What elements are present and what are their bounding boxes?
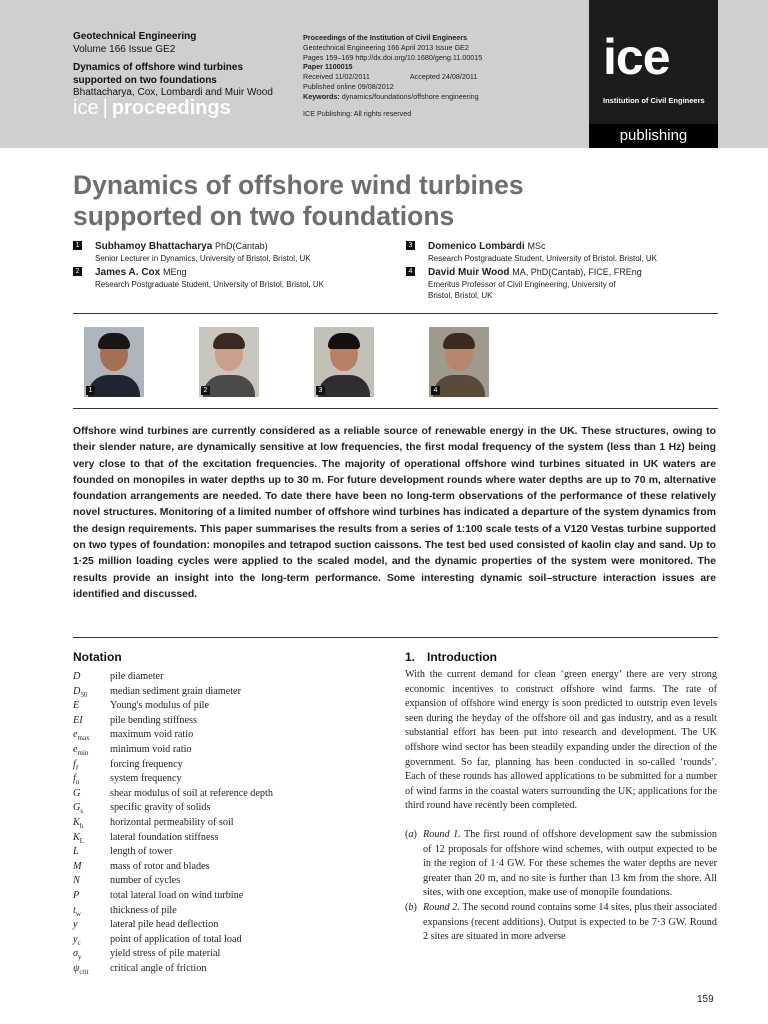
proc-pages: Pages 159–169 http://dx.doi.org/10.1680/geng.11.00015 <box>303 52 483 62</box>
author-affiliation: Research Postgraduate Student, University of Bristol, Bristol, UK <box>95 280 324 289</box>
author-number-badge: 1 <box>73 241 82 250</box>
symbol-subscript: c <box>77 938 81 947</box>
symbol-subscript: y <box>78 953 82 962</box>
symbol-main: e <box>73 743 78 755</box>
author-4 <box>408 266 718 301</box>
photo-hair <box>213 333 245 349</box>
symbol-main: N <box>73 875 80 887</box>
symbol-main: E <box>73 700 80 712</box>
notation-row <box>73 714 393 729</box>
notation-row <box>73 670 393 685</box>
photo-body <box>88 375 140 397</box>
proc-issue: Geotechnical Engineering 166 April 2013 Issue GE2 <box>303 42 469 52</box>
notation-definition: shear modulus of soil at reference depth <box>110 787 273 799</box>
notation-row <box>73 947 393 962</box>
notation-definition: total lateral load on wind turbine <box>110 889 244 901</box>
author-degree: MA, PhD(Cantab), FICE, FREng <box>512 267 642 277</box>
short-authors: Bhattacharya, Cox, Lombardi and Muir Wood <box>73 87 273 98</box>
ice-proceedings-brand <box>73 97 231 120</box>
notation-definition: maximum void ratio <box>110 729 194 741</box>
notation-row <box>73 801 393 816</box>
keywords-label: Keywords: <box>303 91 340 101</box>
intro-list-item-b <box>405 901 717 945</box>
author-number-badge: 2 <box>73 267 82 276</box>
author-degree: MSc <box>527 241 546 251</box>
divider-photos <box>73 408 718 409</box>
rights-notice: ICE Publishing: All rights reserved <box>303 108 412 118</box>
logo-ice: ice <box>603 29 670 85</box>
introduction-heading: 1. Introduction <box>405 650 497 664</box>
symbol-main: K <box>73 831 80 843</box>
author-affiliation-cont: Bristol, Bristol, UK <box>428 291 493 300</box>
item-heading: Round 1. <box>423 828 461 840</box>
symbol-subscript: crit <box>79 967 89 976</box>
symbol-main: y <box>73 933 78 945</box>
notation-row <box>73 933 393 948</box>
notation-symbol <box>73 962 89 980</box>
notation-definition: specific gravity of solids <box>110 802 211 814</box>
item-label: (a) <box>405 828 417 840</box>
photo-hair <box>443 333 475 349</box>
photo-body <box>318 375 370 397</box>
keywords-value: dynamics/foundations/offshore engineering <box>341 91 479 101</box>
divider-abstract <box>73 637 718 638</box>
notation-row <box>73 918 393 933</box>
author-number-badge: 3 <box>406 241 415 250</box>
introduction-body <box>405 668 717 945</box>
journal-volume: Volume 166 Issue GE2 <box>73 43 176 55</box>
notation-definition: median sediment grain diameter <box>110 685 241 697</box>
symbol-main: D <box>73 685 81 697</box>
symbol-main: f <box>73 758 76 770</box>
photo-hair <box>328 333 360 349</box>
item-heading: Round 2. <box>423 901 460 913</box>
paper-number: Paper 1100015 <box>303 62 353 72</box>
divider-top <box>73 313 718 314</box>
paper-title-line1: Dynamics of offshore wind turbines <box>73 170 524 200</box>
author-photo <box>314 327 374 397</box>
publication-details <box>303 33 588 118</box>
dates-row <box>303 72 588 82</box>
abstract: Offshore wind turbines are currently considered as a reliable source of renewable energy in the UK. These structures, owing to their slender nature, are dynamically sensitive at low frequencies, the first modal frequency of the system (less than 1 Hz) being very close to that of the excitation frequencies. The majority of operational offshore wind turbines situated in UK waters are founded on monopiles in water depths up to 30 m. For future development rounds where water depths are up to 70 m, alternative foundation arrangements are needed. To date there have been no long-term observations of the performance of these relatively novel structures. Monitoring of a limited number of offshore wind turbines has indicated a departure of the system dynamics from the design requirements. This paper summarises the results from a series of 1:100 scale tests of a V120 Vestas turbine supported on two types of foundation: monopiles and tetrapod suction caissons. The test bed used consisted of kaolin clay and sand. Up to 1·25 million loading cycles were applied to the scaled model, and the dynamic properties of the system were monitored. The results provide an insight into the long-term performance. Some interesting dynamic soil–structure interaction issues are identified and discussed. <box>73 426 716 600</box>
symbol-main: y <box>73 919 78 931</box>
symbol-subscript: 50 <box>80 690 88 699</box>
author-2 <box>75 266 395 290</box>
author-photo <box>429 327 489 397</box>
notation-definition: pile diameter <box>110 671 164 682</box>
notation-definition: critical angle of friction <box>110 962 207 974</box>
notation-definition: lateral pile head deflection <box>110 919 219 931</box>
paper-title-line2: supported on two foundations <box>73 201 455 231</box>
notation-row <box>73 860 393 875</box>
author-name: James A. Cox <box>95 267 161 278</box>
symbol-subscript: f <box>75 763 79 772</box>
journal-header <box>0 0 768 148</box>
notation-definition: yield stress of pile material <box>110 948 221 960</box>
symbol-main: t <box>73 904 76 916</box>
photo-number-badge: 1 <box>86 386 95 395</box>
author-name: David Muir Wood <box>428 267 510 278</box>
journal-name: Geotechnical Engineering <box>73 31 197 42</box>
symbol-main: σ <box>73 948 79 960</box>
symbol-subscript: max <box>77 734 90 743</box>
author-name: Domenico Lombardi <box>428 241 525 252</box>
author-name: Subhamoy Bhattacharya <box>95 241 213 252</box>
symbol-main: D <box>73 671 81 682</box>
published-date: Published online 09/08/2012 <box>303 81 394 91</box>
logo-publishing: publishing <box>589 124 718 148</box>
item-text: The first round of offshore development saw the submission of 12 proposals for offshore wind schemes, with output expected to be in the region of 1·4 GW. For these schemes the water depths are never greater than 20 m, and no site is further than 13 km from the shore. All sites, with one exception, make use of monopile foundations. <box>423 828 717 899</box>
author-affiliation: Emeritus Professor of Civil Engineering, University of <box>428 280 616 289</box>
notation-row <box>73 831 393 846</box>
symbol-main: G <box>73 787 81 799</box>
symbol-main: EI <box>73 714 83 726</box>
notation-row <box>73 889 393 904</box>
received-date: Received 11/02/2011 <box>303 72 370 82</box>
notation-row <box>73 962 393 977</box>
photo-body <box>203 375 255 397</box>
notation-row <box>73 787 393 802</box>
brand-ice: ice <box>73 97 99 119</box>
symbol-main: P <box>73 889 80 901</box>
notation-definition: mass of rotor and blades <box>110 860 210 872</box>
symbol-subscript: s <box>80 807 84 816</box>
journal-info <box>73 31 293 100</box>
symbol-main: L <box>73 846 79 858</box>
symbol-subscript: n <box>75 778 80 787</box>
photo-body <box>433 375 485 397</box>
accepted-date: Accepted 24/08/2011 <box>409 72 478 82</box>
item-text: The second round contains some 14 sites, plus their associated expansions (recent additions). Output is expected to be 7·3 GW. Round 2 sites are situated in more adverse <box>423 901 717 943</box>
intro-list-item-a <box>405 828 717 901</box>
author-number-badge: 4 <box>406 267 415 276</box>
symbol-main: K <box>73 816 80 828</box>
ice-publishing-logo <box>589 0 718 148</box>
intro-paragraph: With the current demand for clean ‘green energy’ there are very strong economic incentives to construct offshore wind farms. The rate of expansion of offshore wind energy is soon predicted to outstrip even levels seen during the heyday of the offshore oil and gas industry, and as a result substantial effort has been put into research and development. The UK offshore wind sector has been steadily expanding under the direction of the government. So far, planning has been conducted in so-called ‘rounds’. Each of these rounds has allowed applications to be submitted for a number of wind farms in the coastal waters surrounding the UK; applications for the third round have recently been completed. <box>405 669 717 812</box>
keywords-row <box>303 92 588 102</box>
notation-heading: Notation <box>73 650 122 664</box>
short-title-line1: Dynamics of offshore wind turbines <box>73 62 244 73</box>
brand-separator: | <box>102 97 108 119</box>
item-label: (b) <box>405 901 417 913</box>
symbol-subscript: w <box>75 909 81 918</box>
photo-hair <box>98 333 130 349</box>
photo-number-badge: 4 <box>431 386 440 395</box>
symbol-subscript: min <box>77 749 89 757</box>
notation-row <box>73 874 393 889</box>
notation-definition: pile bending stiffness <box>110 714 197 726</box>
notation-definition: Young's modulus of pile <box>110 700 210 712</box>
brand-proceedings: proceedings <box>111 97 231 119</box>
notation-definition: minimum void ratio <box>110 743 192 755</box>
symbol-main: G <box>73 802 81 814</box>
notation-definition: point of application of total load <box>110 933 242 945</box>
author-degree: PhD(Cantab) <box>215 241 268 251</box>
author-affiliation: Senior Lecturer in Dynamics, University of Bristol, Bristol, UK <box>95 254 311 263</box>
author-photo <box>199 327 259 397</box>
author-degree: MEng <box>163 267 187 277</box>
notation-definition: length of tower <box>110 846 173 858</box>
proc-title: Proceedings of the Institution of Civil Engineers <box>303 33 468 42</box>
notation-row <box>73 743 393 758</box>
notation-row <box>73 758 393 773</box>
notation-row <box>73 699 393 714</box>
notation-row <box>73 728 393 743</box>
paper-title <box>73 170 673 232</box>
short-title-line2: supported on two foundations <box>73 74 217 86</box>
notation-definition: forcing frequency <box>110 758 183 770</box>
notation-row <box>73 772 393 787</box>
notation-definition: system frequency <box>110 773 182 785</box>
notation-list <box>73 670 393 976</box>
notation-row <box>73 816 393 831</box>
author-1 <box>75 240 395 264</box>
notation-definition: number of cycles <box>110 875 181 887</box>
notation-row <box>73 904 393 919</box>
symbol-main: ψ <box>73 962 80 974</box>
notation-definition: lateral foundation stiffness <box>110 831 219 843</box>
photo-number-badge: 3 <box>316 386 325 395</box>
author-3 <box>408 240 718 264</box>
notation-row <box>73 845 393 860</box>
symbol-main: f <box>73 773 76 785</box>
author-photo <box>84 327 144 397</box>
notation-row <box>73 685 393 700</box>
symbol-main: e <box>73 729 78 741</box>
symbol-subscript: h <box>79 821 84 830</box>
symbol-main: M <box>73 860 82 872</box>
notation-definition: horizontal permeability of soil <box>110 816 234 828</box>
symbol-subscript: L <box>79 836 85 845</box>
logo-institution: Institution of Civil Engineers <box>603 96 705 105</box>
notation-definition: thickness of pile <box>110 904 177 916</box>
page-number: 159 <box>697 994 714 1005</box>
photo-number-badge: 2 <box>201 386 210 395</box>
author-affiliation: Research Postgraduate Student, University of Bristol, Bristol, UK <box>428 254 657 263</box>
